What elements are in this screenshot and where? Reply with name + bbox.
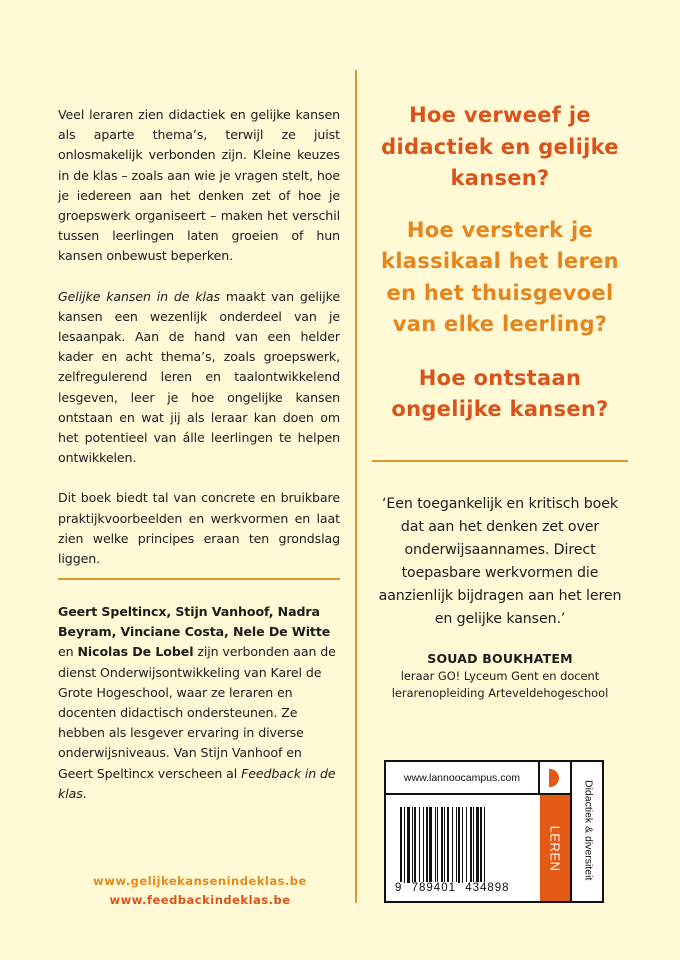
website-links [60, 872, 340, 910]
book-summary-paragraph [58, 287, 340, 469]
author-names-1: Geert Speltincx, Stijn Vanhoof, Nadra Beyram, Vinciane Costa, Nele De Witte [58, 604, 331, 640]
closing-paragraph: Dit boek biedt tal van concrete en bruikbare praktijkvoorbeelden en werkvormen en laat zien welke principes eraan ten grondslag liggen. [58, 490, 340, 567]
barcode-cell [386, 797, 540, 901]
author-joiner: en [58, 644, 78, 660]
right-divider [372, 460, 628, 462]
book-summary-text: maakt van gelijke kansen een wezenlijk onderdeel van je lesaanpak. Aan de hand van een helder kader en acht thema’s, zoals groepswerk, zelfregulerend leren en taalontwikkelend lesgeven, leer je hoe ongelijke kansen ontstaan en wat jij als leraar kan doen om het potentieel van álle leerlingen te helpen ontwikkelen. [58, 288, 340, 466]
barcode-icon [400, 807, 530, 889]
description-column [58, 105, 340, 589]
question-1: Hoe verweef je didactiek en gelijke kansen? [381, 103, 619, 190]
questions-column [372, 100, 628, 426]
left-divider [58, 578, 340, 580]
reviewer-role-line-1: leraar GO! Lyceum Gent en docent [400, 669, 600, 683]
publisher-url-cell [386, 762, 540, 795]
testimonial-quote: ‘Een toegankelijk en kritisch boek dat aan het denken zet over onderwijsaannames. Direct toepasbare werkvormen die aanzienlijk bijdragen aan het leren en gelijke kansen.’ [378, 496, 622, 627]
isbn-digits [394, 882, 534, 894]
category-cell [574, 762, 602, 901]
vertical-divider [355, 70, 357, 903]
website-link-gelijkekansen[interactable]: www.gelijkekansenindeklas.be [93, 874, 307, 888]
previous-book-title: Feedback in de klas [58, 765, 336, 801]
barcode-box [384, 760, 604, 903]
category-label: Didactiek & diversiteit [582, 780, 595, 881]
reviewer-role-line-2: lerarenopleiding Arteveldehogeschool [391, 686, 609, 700]
author-bio-text: zijn verbonden aan de dienst Onderwijsontwikkeling van Karel de Grote Hogeschool, waar ze leraren en docenten didactisch ondersteunen. Ze hebben als lesgever ervaring in diverse onderwijsniveaus. Van Stijn Vanhoof en Geert Speltincx verscheen al [58, 644, 336, 781]
series-label-cell [540, 795, 572, 901]
question-3: Hoe ontstaan ongelijke kansen? [391, 365, 609, 421]
reviewer-name: SOUAD BOUKHATEM [427, 651, 573, 666]
half-circle-icon [549, 769, 559, 787]
author-bio-end: . [82, 785, 87, 801]
question-2: Hoe versterk je klassikaal het leren en het thuisgevoel van elke leerling? [381, 217, 619, 336]
isbn-group-1: 789401 [411, 882, 456, 894]
series-label: LEREN [547, 825, 563, 871]
authors-bio [58, 602, 340, 804]
book-title-italic: Gelijke kansen in de klas [58, 288, 220, 304]
publisher-url[interactable]: www.lannoocampus.com [403, 771, 521, 784]
publisher-logo-cell [540, 762, 572, 795]
author-names-2: Nicolas De Lobel [77, 644, 194, 660]
testimonial-author [372, 650, 628, 702]
intro-paragraph: Veel leraren zien didactiek en gelijke kansen als aparte thema’s, terwijl ze juist onlosmakelijk verbonden zijn. Kleine keuzes in de klas – zoals aan wie je vragen stelt, hoe je iedereen aan het denken zet of hoe je groepswerk organiseert – maken het verschil tussen leerlingen laten groeien of hun kansen onbewust beperken. [58, 107, 340, 264]
isbn-first-digit: 9 [395, 882, 403, 894]
website-link-feedback[interactable]: www.feedbackindeklas.be [109, 893, 291, 907]
isbn-group-2: 434898 [465, 882, 510, 894]
